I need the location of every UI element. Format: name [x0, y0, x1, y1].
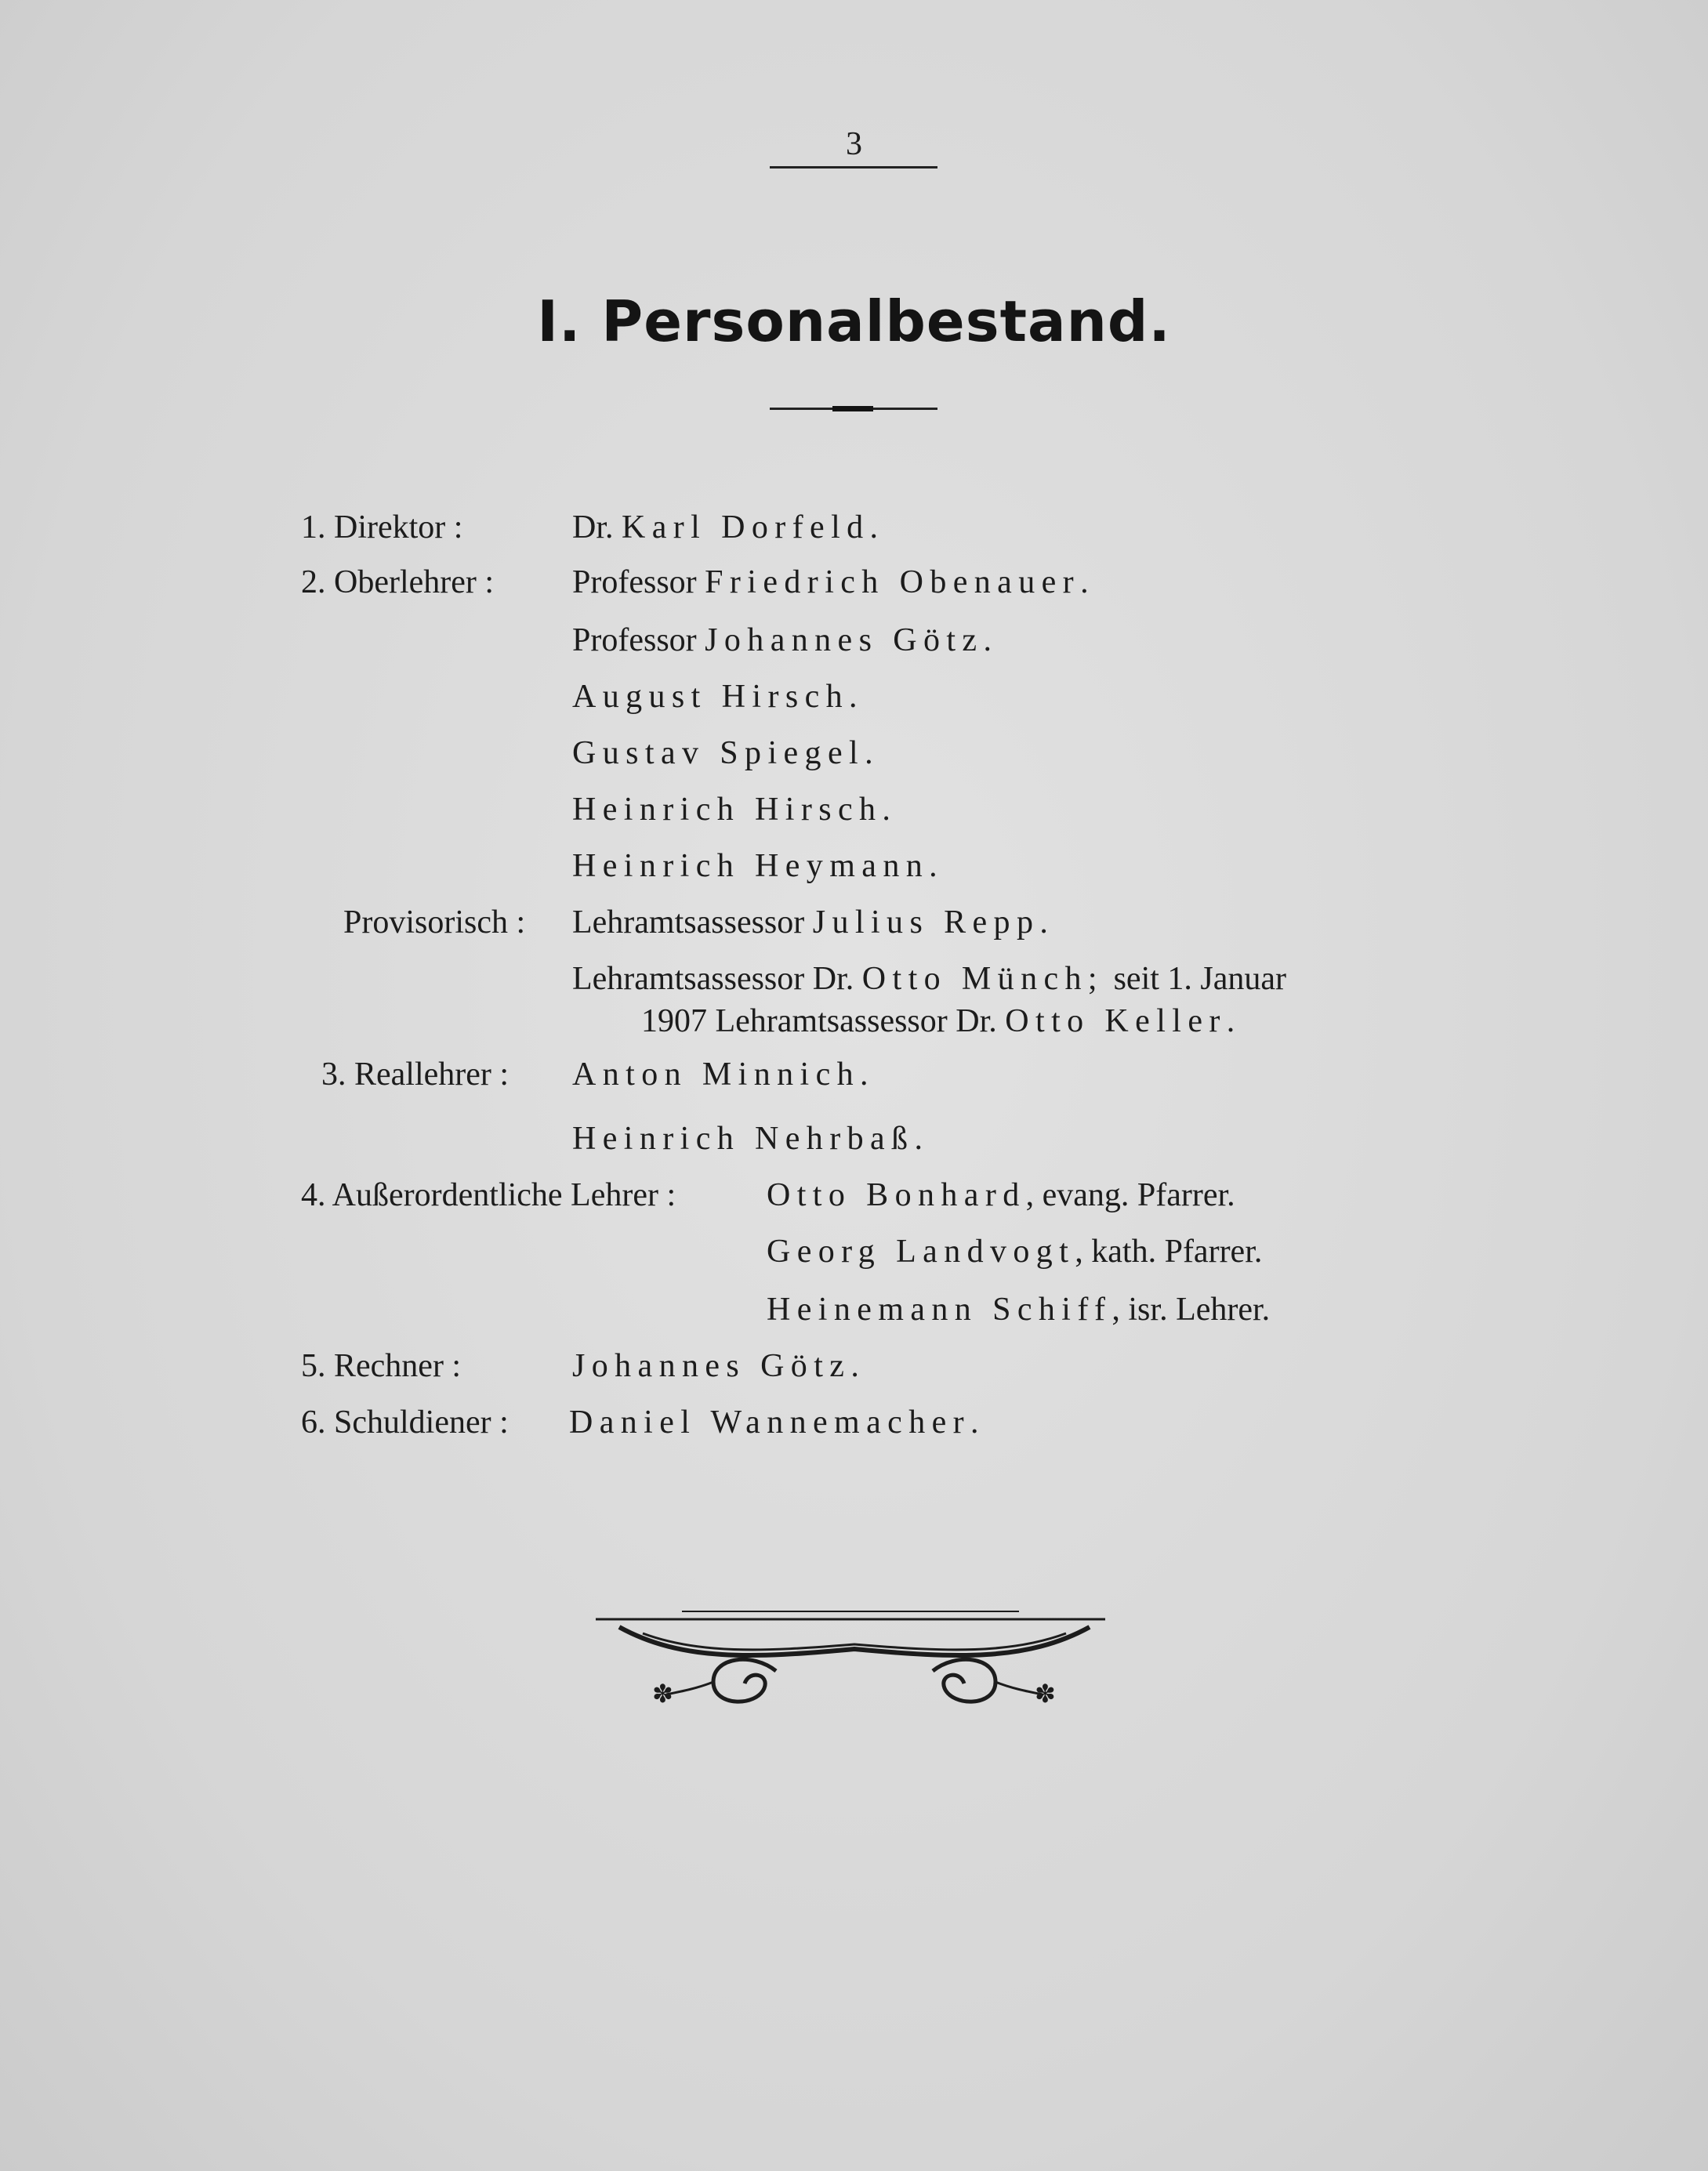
person-name: Otto Keller — [1005, 1003, 1227, 1039]
person-name: Daniel Wannemacher — [569, 1404, 971, 1441]
person-name: Johannes Götz — [572, 1348, 851, 1384]
staff-entry: Lehramtsassessor Julius Repp. — [572, 904, 1048, 941]
svg-text:✽: ✽ — [1035, 1679, 1056, 1709]
person-name: Johannes Götz — [705, 622, 984, 658]
staff-entry: Professor Johannes Götz. — [572, 622, 992, 658]
staff-entry: Heinrich Hirsch. — [572, 792, 890, 828]
role-label: 2. Oberlehrer : — [301, 564, 495, 600]
staff-entry: Anton Minnich. — [572, 1057, 869, 1093]
staff-entry: Heinemann Schiff, isr. Lehrer. — [767, 1292, 1271, 1328]
person-name: Heinrich Nehrbaß — [572, 1121, 915, 1157]
staff-entry: Heinrich Heymann. — [572, 848, 937, 884]
person-name: Gustav Spiegel — [572, 735, 865, 771]
role-label: Provisorisch : — [343, 904, 526, 941]
staff-entry: Georg Landvogt, kath. Pfarrer. — [767, 1234, 1263, 1270]
person-name: Heinrich Hirsch — [572, 792, 883, 828]
person-name: Otto Bonhard — [767, 1177, 1026, 1213]
person-name: Heinemann Schiff — [767, 1292, 1112, 1328]
role-label: 3. Reallehrer : — [321, 1057, 509, 1093]
svg-text:✽: ✽ — [652, 1679, 673, 1709]
person-name: Otto Münch — [861, 961, 1088, 997]
staff-entry: August Hirsch. — [572, 679, 858, 715]
staff-entry: 1907 Lehramtsassessor Dr. Otto Keller. — [641, 1003, 1235, 1039]
role-label: 1. Direktor : — [301, 509, 463, 545]
staff-entry: Dr. Karl Dorfeld. — [572, 509, 879, 545]
decorative-ornament-icon — [596, 1607, 1113, 1716]
top-rule — [770, 166, 937, 169]
staff-entry: Heinrich Nehrbaß. — [572, 1121, 923, 1157]
role-label: 4. Außerordentliche Lehrer : — [301, 1177, 676, 1213]
role-label: 6. Schuldiener : — [301, 1404, 509, 1441]
section-title: I. Personalbestand. — [537, 288, 1171, 354]
person-name: Julius Repp — [812, 904, 1040, 941]
staff-entry: Gustav Spiegel. — [572, 735, 873, 771]
staff-entry: Lehramtsassessor Dr. Otto Münch; seit 1. Januar — [572, 961, 1287, 997]
role-label: 5. Rechner : — [301, 1348, 462, 1384]
person-name: Heinrich Heymann — [572, 848, 930, 884]
person-name: Friedrich Obenauer — [705, 564, 1081, 600]
staff-entry: Johannes Götz. — [572, 1348, 859, 1384]
staff-entry: Otto Bonhard, evang. Pfarrer. — [767, 1177, 1235, 1213]
staff-entry: Daniel Wannemacher. — [569, 1404, 979, 1441]
title-rule-center — [832, 406, 873, 411]
page-number: 3 — [846, 126, 862, 162]
staff-entry: Professor Friedrich Obenauer. — [572, 564, 1089, 600]
person-name: Karl Dorfeld — [622, 509, 870, 545]
person-name: Anton Minnich — [572, 1057, 861, 1093]
person-name: August Hirsch — [572, 679, 850, 715]
person-name: Georg Landvogt — [767, 1234, 1075, 1270]
